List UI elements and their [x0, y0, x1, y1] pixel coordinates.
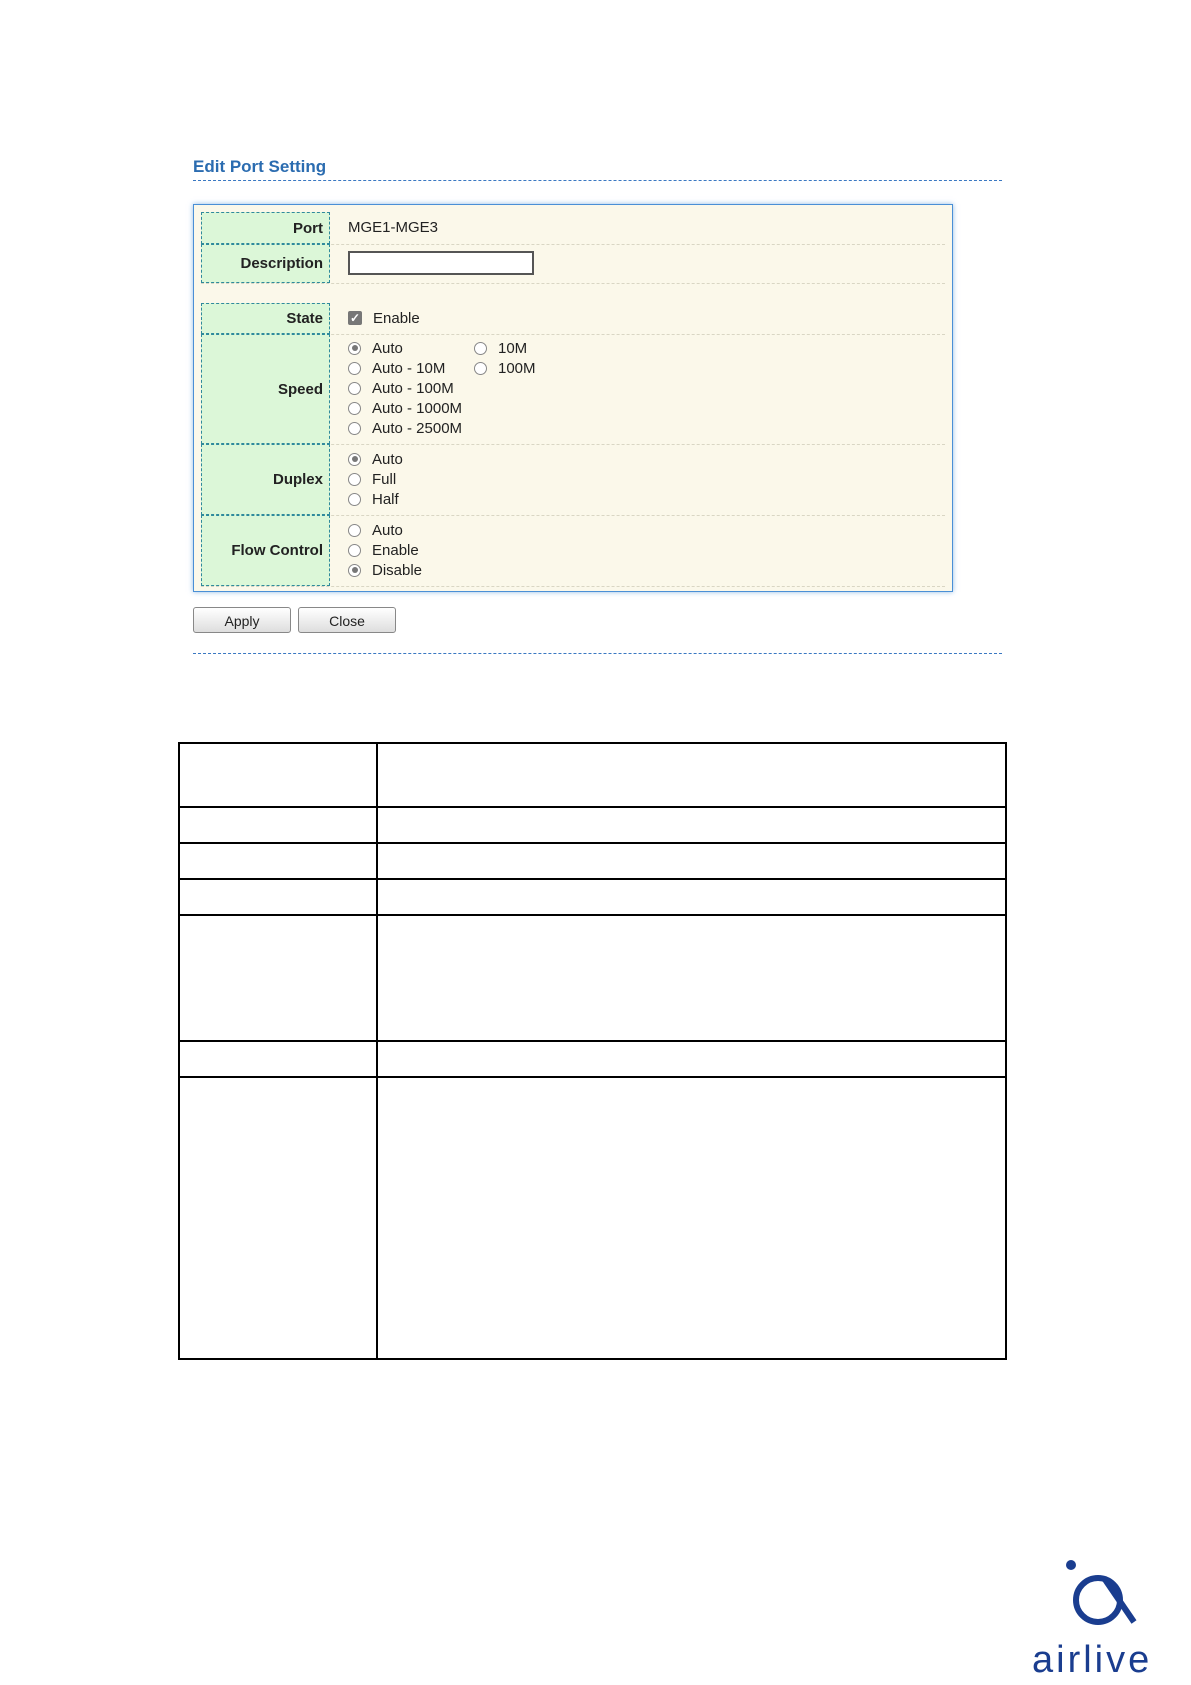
speed-radio-10m[interactable]	[474, 338, 527, 358]
radio-icon	[474, 342, 487, 355]
table-cell	[377, 843, 1006, 879]
speed-option-label: Auto	[372, 339, 403, 357]
airlive-logo	[1030, 1560, 1180, 1680]
table-cell	[377, 1041, 1006, 1077]
table-row	[179, 1077, 1006, 1359]
table-cell	[179, 843, 377, 879]
flow-radio-disable[interactable]	[348, 560, 422, 580]
flow-radio-enable[interactable]	[348, 540, 419, 560]
port-label: Port	[201, 212, 330, 244]
description-row	[201, 244, 945, 284]
table-cell	[377, 1077, 1006, 1359]
description-label: Description	[201, 244, 330, 283]
radio-icon	[348, 402, 361, 415]
table-cell	[179, 1041, 377, 1077]
speed-radio-100m[interactable]	[474, 358, 536, 378]
state-label: State	[201, 303, 330, 334]
duplex-option-label: Auto	[372, 450, 403, 468]
duplex-row	[201, 444, 945, 516]
table-row	[179, 843, 1006, 879]
radio-icon	[348, 524, 361, 537]
state-enable-label: Enable	[373, 309, 420, 327]
description-table	[178, 742, 1007, 1360]
radio-selected-icon	[348, 564, 361, 577]
radio-selected-icon	[348, 453, 361, 466]
speed-option-label: Auto - 100M	[372, 379, 454, 397]
duplex-option-label: Half	[372, 490, 399, 508]
radio-icon	[348, 493, 361, 506]
table-row	[179, 1041, 1006, 1077]
table-row	[179, 743, 1006, 807]
flow-control-label: Flow Control	[201, 515, 330, 586]
radio-icon	[474, 362, 487, 375]
port-value: MGE1-MGE3	[348, 219, 439, 236]
duplex-radio-auto[interactable]	[348, 449, 403, 469]
description-input[interactable]	[348, 251, 534, 275]
logo-text: airlive	[1032, 1639, 1153, 1680]
table-cell	[179, 1077, 377, 1359]
radio-icon	[348, 362, 361, 375]
flow-option-label: Auto	[372, 521, 403, 539]
edit-port-form	[193, 204, 953, 592]
duplex-option-label: Full	[372, 470, 397, 488]
speed-option-label: Auto - 2500M	[372, 419, 463, 437]
table-cell	[377, 807, 1006, 843]
speed-radio-auto-10m[interactable]	[348, 358, 445, 378]
flow-option-label: Enable	[372, 541, 419, 559]
flow-radio-auto[interactable]	[348, 520, 403, 540]
duplex-label: Duplex	[201, 444, 330, 515]
table-cell	[179, 743, 377, 807]
table-row	[179, 915, 1006, 1041]
state-enable-checkbox[interactable]	[348, 308, 420, 328]
port-row	[201, 212, 945, 245]
duplex-radio-full[interactable]	[348, 469, 396, 489]
radio-icon	[348, 422, 361, 435]
speed-radio-auto[interactable]	[348, 338, 403, 358]
speed-label: Speed	[201, 334, 330, 444]
table-cell	[179, 807, 377, 843]
bottom-divider	[193, 653, 1002, 654]
radio-icon	[348, 473, 361, 486]
page-title: Edit Port Setting	[193, 157, 327, 176]
table-cell	[377, 879, 1006, 915]
speed-radio-auto-100m[interactable]	[348, 378, 454, 398]
table-cell	[179, 915, 377, 1041]
table-cell	[377, 743, 1006, 807]
state-row	[201, 303, 945, 335]
flow-option-label: Disable	[372, 561, 423, 579]
checkmark-icon: ✓	[349, 311, 361, 325]
speed-option-label: Auto - 1000M	[372, 399, 463, 417]
speed-row	[201, 334, 945, 445]
table-cell	[179, 879, 377, 915]
radio-icon	[348, 382, 361, 395]
speed-option-label: Auto - 10M	[372, 359, 446, 377]
speed-option-label: 100M	[498, 359, 536, 377]
table-row	[179, 879, 1006, 915]
airlive-logo-icon	[1030, 1560, 1180, 1680]
speed-radio-auto-1000m[interactable]	[348, 398, 462, 418]
table-cell	[377, 915, 1006, 1041]
close-button[interactable]: Close	[298, 607, 396, 633]
speed-option-label: 10M	[498, 339, 528, 357]
radio-selected-icon	[348, 342, 361, 355]
flow-control-row	[201, 515, 945, 587]
speed-radio-auto-2500m[interactable]	[348, 418, 462, 438]
title-divider	[193, 180, 1002, 181]
table-row	[179, 807, 1006, 843]
radio-icon	[348, 544, 361, 557]
duplex-radio-half[interactable]	[348, 489, 399, 509]
apply-button[interactable]: Apply	[193, 607, 291, 633]
